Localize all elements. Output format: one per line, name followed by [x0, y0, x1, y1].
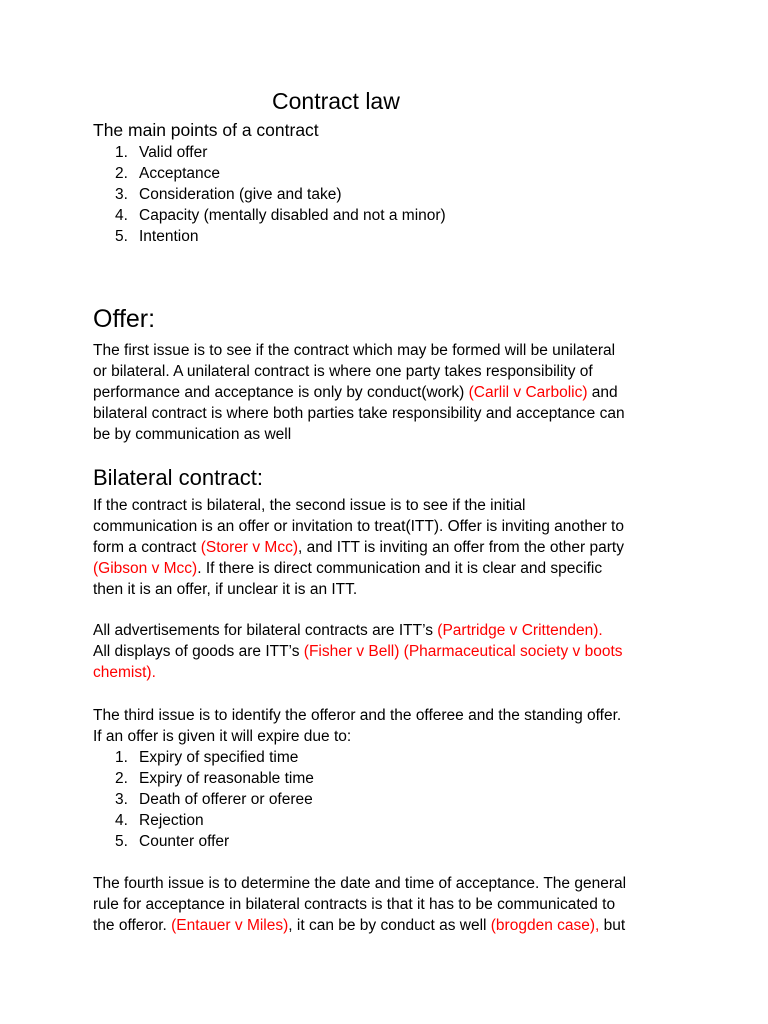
bilateral-paragraph-3	[93, 705, 621, 747]
list-item-text: Acceptance	[139, 165, 220, 182]
offer-expiry-list	[93, 747, 314, 852]
text-run: the offeror.	[93, 917, 172, 934]
list-item	[93, 768, 314, 789]
bilateral-paragraph-4	[93, 873, 626, 936]
list-item-text: Rejection	[139, 812, 204, 829]
list-item-text: Expiry of specified time	[139, 749, 299, 766]
text-run: but	[599, 917, 626, 934]
text-line: If an offer is given it will expire due to:	[93, 728, 352, 745]
list-number: 3.	[115, 186, 128, 203]
list-item-text: Death of offerer or oferee	[139, 791, 313, 808]
case-citation: (Storer v Mcc)	[200, 539, 298, 556]
text-run: , it can be by conduct as well	[288, 917, 491, 934]
text-line	[93, 382, 625, 403]
main-points-heading: The main points of a contract	[93, 120, 319, 140]
text-line: The third issue is to identify the offeror and the offeree and the standing offer.	[93, 707, 622, 724]
case-citation: (Partridge v Crittenden).	[437, 622, 603, 639]
text-line	[93, 558, 624, 579]
list-number: 1.	[115, 749, 128, 766]
text-run: form a contract	[93, 539, 201, 556]
case-citation: (Gibson v Mcc)	[93, 560, 198, 577]
case-citation: (Entauer v Miles)	[171, 917, 289, 934]
list-number: 5.	[115, 833, 128, 850]
text-line	[93, 662, 623, 683]
text-line	[93, 641, 623, 662]
text-run: and	[587, 384, 618, 401]
list-number: 2.	[115, 165, 128, 182]
text-line: rule for acceptance in bilateral contracts is that it has to be communicated to	[93, 896, 616, 913]
bilateral-paragraph-1	[93, 495, 624, 600]
list-number: 1.	[115, 144, 128, 161]
text-line: be by communication as well	[93, 426, 292, 443]
text-line: The first issue is to see if the contract which may be formed will be unilateral	[93, 342, 616, 359]
list-number: 4.	[115, 207, 128, 224]
list-number: 5.	[115, 228, 128, 245]
text-line: communication is an offer or invitation to treat(ITT). Offer is inviting another to	[93, 518, 624, 535]
list-number: 2.	[115, 770, 128, 787]
list-item	[93, 831, 314, 852]
case-citation: (Carlil v Carbolic)	[468, 384, 588, 401]
case-citation: (Fisher v Bell) (Pharmaceutical society v boots	[303, 643, 623, 660]
text-line: then it is an offer, if unclear it is an ITT.	[93, 581, 358, 598]
list-item-text: Intention	[139, 228, 199, 245]
list-item	[93, 226, 446, 247]
text-run: performance and acceptance is only by conduct(work)	[93, 384, 469, 401]
list-item-text: Valid offer	[139, 144, 208, 161]
text-run: , and ITT is inviting an offer from the other party	[298, 539, 624, 556]
text-line	[93, 915, 626, 936]
list-number: 3.	[115, 791, 128, 808]
bilateral-paragraph-2	[93, 620, 623, 683]
text-run: . If there is direct communication and it is clear and specific	[197, 560, 603, 577]
list-item	[93, 184, 446, 205]
text-line: or bilateral. A unilateral contract is where one party takes responsibility of	[93, 363, 593, 380]
list-item	[93, 789, 314, 810]
text-line: bilateral contract is where both parties take responsibility and acceptance can	[93, 405, 625, 422]
list-item	[93, 205, 446, 226]
list-item-text: Consideration (give and take)	[139, 186, 342, 203]
list-item	[93, 747, 314, 768]
main-points-list	[93, 142, 446, 247]
case-citation: (brogden case),	[490, 917, 600, 934]
text-line	[93, 537, 624, 558]
bilateral-contract-heading: Bilateral contract:	[93, 465, 263, 490]
list-item-text: Expiry of reasonable time	[139, 770, 314, 787]
text-line	[93, 620, 623, 641]
text-run: All displays of goods are ITT’s	[93, 643, 304, 660]
list-item-text: Capacity (mentally disabled and not a minor)	[139, 207, 446, 224]
document-title: Contract law	[272, 88, 400, 114]
list-item	[93, 810, 314, 831]
list-item	[93, 142, 446, 163]
case-citation: chemist).	[93, 664, 156, 681]
list-number: 4.	[115, 812, 128, 829]
text-line: If the contract is bilateral, the second issue is to see if the initial	[93, 497, 526, 514]
list-item	[93, 163, 446, 184]
offer-paragraph	[93, 340, 625, 445]
text-line: The fourth issue is to determine the date and time of acceptance. The general	[93, 875, 627, 892]
list-item-text: Counter offer	[139, 833, 230, 850]
offer-heading: Offer:	[93, 305, 156, 333]
text-run: All advertisements for bilateral contracts are ITT’s	[93, 622, 438, 639]
